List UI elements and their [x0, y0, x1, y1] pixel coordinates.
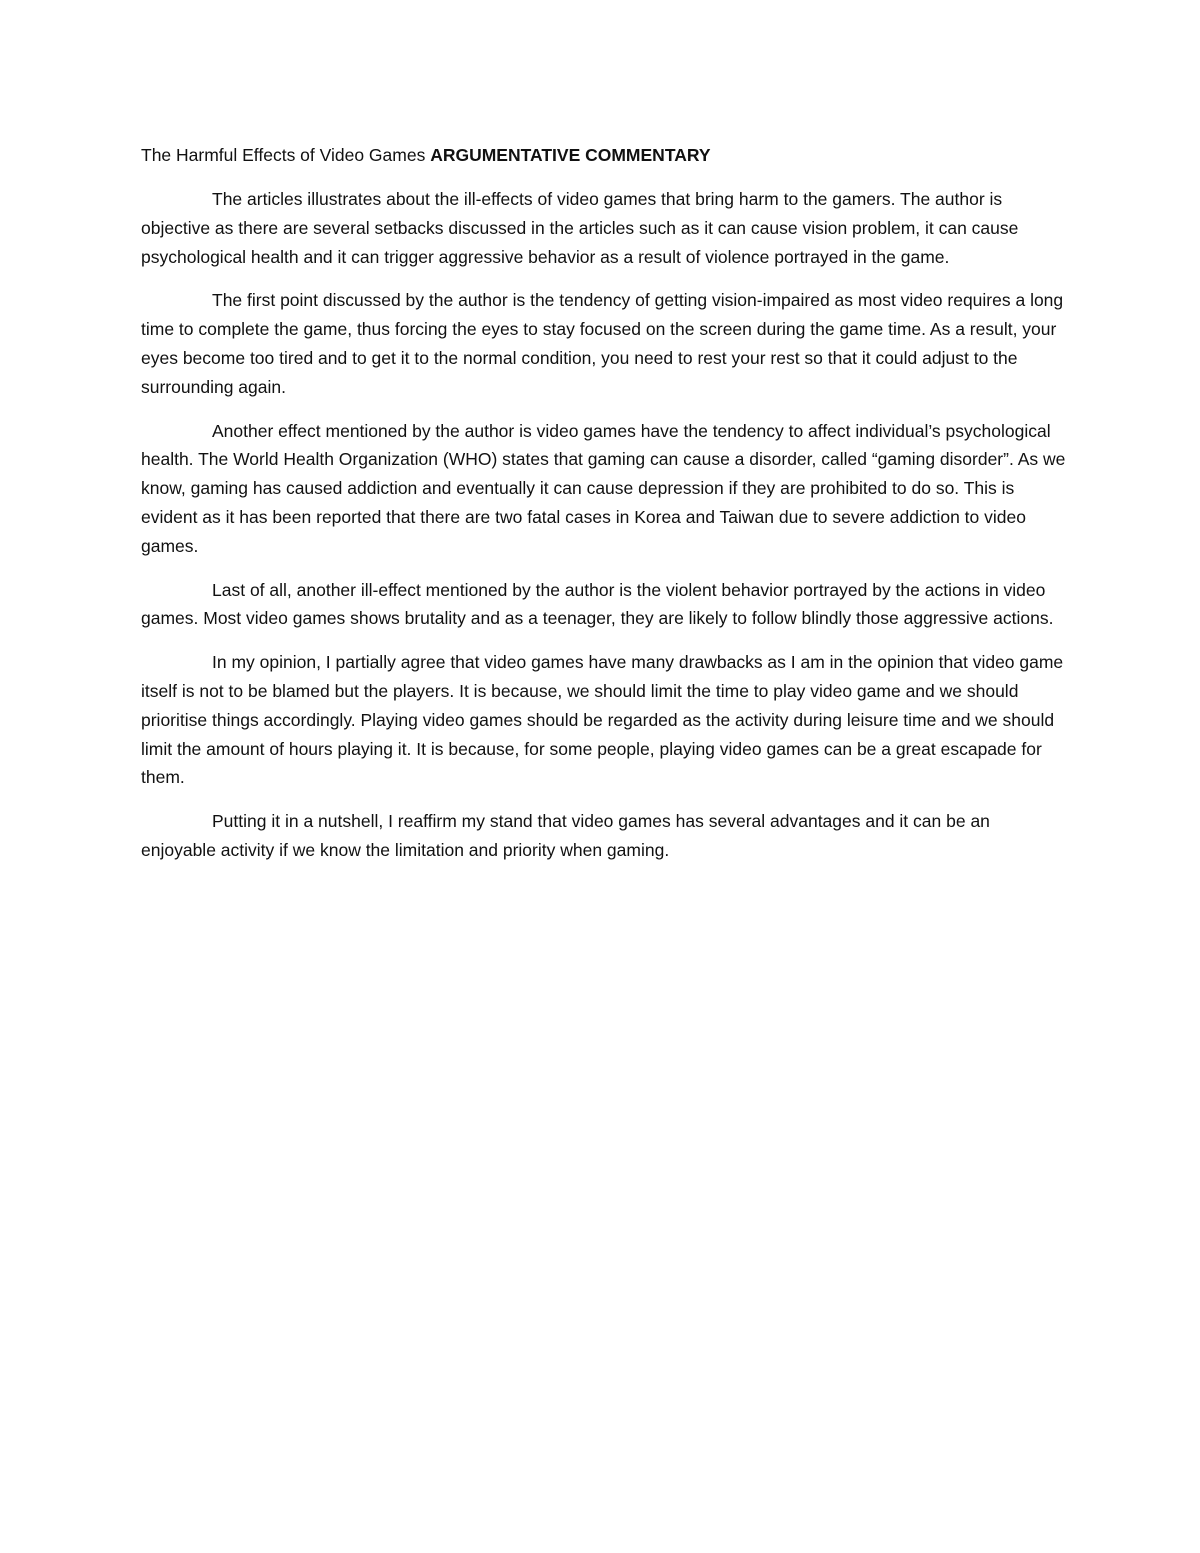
paragraph-vision: The first point discussed by the author is the tendency of getting vision-impaired as most video requires a long time to complete the game, thus forcing the eyes to stay focused on the screen during the game time. As a result, your eyes become too tired and to get it to the normal condition, you need to rest your rest so that it could adjust to the surrounding again.	[141, 290, 1064, 397]
title-plain: The Harmful Effects of Video Games	[141, 145, 431, 165]
paragraph-violence: Last of all, another ill-effect mentioned by the author is the violent behavior portrayed by the actions in video games. Most video games shows brutality and as a teenager, they are likely to follow blindly those aggressive actions.	[141, 579, 1054, 629]
document-page	[141, 141, 1066, 880]
title-bold: ARGUMENTATIVE COMMENTARY	[430, 145, 711, 165]
paragraph-conclusion: Putting it in a nutshell, I reaffirm my stand that video games has several advantages and it can be an enjoyable activity if we know the limitation and priority when gaming.	[141, 811, 990, 860]
paragraph-opinion: In my opinion, I partially agree that video games have many drawbacks as I am in the opinion that video game itself is not to be blamed but the players. It is because, we should limit the time to play video game and we should prioritise things accordingly. Playing video games should be regarded as the activity during leisure time and we should limit the amount of hours playing it. It is because, for some people, playing video games can be a great escapade for them.	[141, 652, 1064, 788]
paragraph-psychological: Another effect mentioned by the author is video games have the tendency to affect individual’s psychological health. The World Health Organization (WHO) states that gaming can cause a disorder, called “gaming disorder”. As we know, gaming has caused addiction and eventually it can cause depression if they are prohibited to do so. This is evident as it has been reported that there are two fatal cases in Korea and Taiwan due to severe addiction to video games.	[141, 420, 1066, 556]
document-title	[141, 141, 1066, 170]
paragraph-intro: The articles illustrates about the ill-effects of video games that bring harm to the gamers. The author is objective as there are several setbacks discussed in the articles such as it can cause vision problem, it can cause psychological health and it can trigger aggressive behavior as a result of violence portrayed in the game.	[141, 189, 1019, 267]
